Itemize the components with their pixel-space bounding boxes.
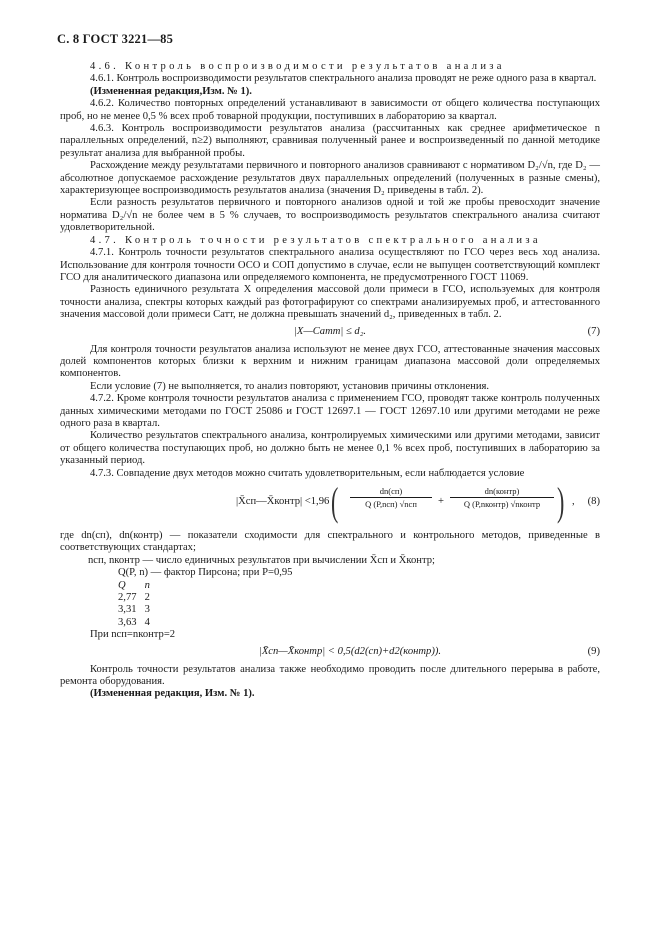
paragraph-if-difference: Если разность результатов первичного и повторного анализов одной и той же пробы превосходит значение норматива D₂/√n не более чем в 5 % случаев, то воспроизводимость результатов спектрального анализа считают удовлетворительной. — [60, 197, 600, 234]
definition-dn: где dn(сп), dn(контр) — показатели сходимости для спектрального и контрольного методов, приведенные в соответствующих стандартах; — [60, 530, 600, 554]
pearson-header-n: n — [144, 579, 150, 591]
formula-8-fraction-2-denominator: Q (P,nконтр) √nконтр — [463, 499, 541, 509]
formula-9-number: (9) — [587, 645, 600, 657]
formula-7-expression: |X—Cатт| ≤ d₂. — [293, 325, 367, 337]
definition-n: nсп, nконтр — число единичных результатов при вычислении X̄сп и X̄контр; — [88, 554, 435, 566]
formula-9 — [60, 646, 600, 660]
paragraph-4-6-1: 4.6.1. Контроль воспроизводимости результатов спектрального анализа проводят не реже одного раза в квартал. — [90, 73, 597, 85]
formula-8-open-paren: ( — [330, 479, 339, 524]
pearson-cell-n: 2 — [144, 592, 150, 604]
paragraph-4-7-3: 4.7.3. Совпадение двух методов можно считать удовлетворительным, если наблюдается условие — [90, 467, 525, 479]
pearson-row — [118, 604, 600, 616]
paragraph-discrepancy-a: Расхождение между результатами первичного и повторного анализов сравнивают с нормативом — [90, 160, 525, 172]
paragraph-4-7-1: 4.7.1. Контроль точности результатов спектрального анализа осуществляют по ГСО через весь ход анализа. Использование для контроля точности ОСО и СОП допустимо в случае, если не выпущен соответствующий комплект ГСО для аналитического диапазона или определяемого компонента, не предусмотренного ГОСТ 11069. — [60, 247, 600, 283]
section-4-7-heading: 4.7. Контроль точности результатов спектрального анализа — [90, 234, 541, 246]
paragraph-gso-count: Для контроля точности результатов анализа используют не менее двух ГСО, аттестованные значения массовых долей компонентов которых близки к верхним и нижним границам диапазона массовой доли определяемых компонентов. — [60, 343, 600, 380]
paragraph-4-6-3: 4.6.3. Контроль воспроизводимости результатов анализа (рассчитанных как среднее арифметическое n параллельных определений, n≥2) выполняют, сравнивая полученный ранее и воспроизведенный по данной методике результат анализа для выбранной пробы. — [60, 123, 600, 159]
amendment-note-1: (Измененная редакция,Изм. № 1). — [90, 85, 252, 97]
definition-q: Q(P, n) — фактор Пирсона; при P=0,95 — [118, 567, 293, 579]
formula-8-fraction-1-denominator: Q (P,nсп) √nсп — [365, 499, 417, 509]
formula-8-number: (8) — [587, 496, 600, 507]
paragraph-count: Количество результатов спектрального анализа, контролируемых химическими или другими методами, зависит от общего количества поступающих проб, но должно быть не менее 0,1 % всех проб, поступивших в лабораторию за указанный период. — [60, 430, 600, 467]
formula-8-fraction-1 — [350, 486, 432, 509]
formula-7-number: (7) — [587, 325, 600, 337]
formula-8-tail: , — [572, 496, 575, 507]
paragraph-discrepancy — [60, 160, 600, 197]
paragraph-4-6-2: 4.6.2. Количество повторных определений устанавливают в зависимости от общего количества поступающих проб, но не менее 0,5 % всех проб товарной продукции, поступивших в лабораторию за квартал. — [60, 98, 600, 122]
formula-8 — [60, 479, 600, 526]
formula-8-lhs: |X̄сп—X̄контр| <1,96 — [236, 496, 330, 507]
formula-9-expression: |X̄сп—X̄контр| < 0,5(d2(сп)+d2(контр)). — [258, 645, 442, 657]
paragraph-after-repair: Контроль точности результатов анализа также необходимо проводить после длительного перерыва в работе, ремонта оборудования. — [60, 663, 600, 687]
paragraph-difference-gso: Разность единичного результата X определения массовой доли примеси в ГСО, используемых для контроля точности анализа, спектры которых каждый раз фотографируют со спектрами анализируемых проб, и аттестованного значения массовой доли примеси Cатт, не должна превышать значений d₂, приведенных в табл. 2. — [60, 284, 600, 321]
pearson-cell-n: 3 — [144, 604, 150, 616]
pearson-cell-q: 2,77 — [118, 592, 137, 604]
pearson-cell-q: 3,31 — [118, 604, 137, 616]
formula-8-fraction-2 — [450, 486, 554, 509]
section-4-6-heading: 4.6. Контроль воспроизводимости результатов анализа — [90, 61, 505, 72]
pearson-row — [118, 592, 600, 604]
when-equal: При nсп=nконтр=2 — [90, 629, 176, 641]
paragraph-discrepancy-b: D₂/√n, где D₂ — абсолютное допускаемое расхождение результатов двух параллельных определений (полученных в разные смены), характеризующее воспроизводимость результатов анализа (значения D₂ приведены в табл. 2). — [60, 160, 600, 197]
pearson-cell-n: 4 — [144, 616, 150, 628]
pearson-table-header — [118, 580, 600, 592]
pearson-cell-q: 3,63 — [118, 616, 137, 628]
document-body — [60, 61, 600, 701]
pearson-table — [118, 580, 600, 630]
paragraph-condition: Если условие (7) не выполняется, то анализ повторяют, установив причины отклонения. — [90, 380, 490, 392]
paragraph-4-7-2: 4.7.2. Кроме контроля точности результатов анализа с применением ГСО, проводят также контроль полученных данных химическими методами по ГОСТ 25086 и ГОСТ 12697.1 — ГОСТ 12697.10 или другими методами не реже одного раза в квартал. — [60, 393, 600, 429]
amendment-note-2: (Измененная редакция, Изм. № 1). — [90, 688, 255, 700]
formula-8-fraction-1-numerator: dn(сп) — [350, 486, 432, 498]
pearson-header-q: Q — [118, 579, 126, 591]
formula-7 — [60, 326, 600, 340]
formula-8-fraction-2-numerator: dn(контр) — [450, 486, 554, 498]
formula-8-plus: + — [438, 496, 444, 507]
formula-8-close-paren: ) — [556, 479, 565, 524]
pearson-row — [118, 617, 600, 629]
page-header: С. 8 ГОСТ 3221—85 — [57, 32, 174, 46]
formula-8-definitions — [60, 530, 600, 642]
